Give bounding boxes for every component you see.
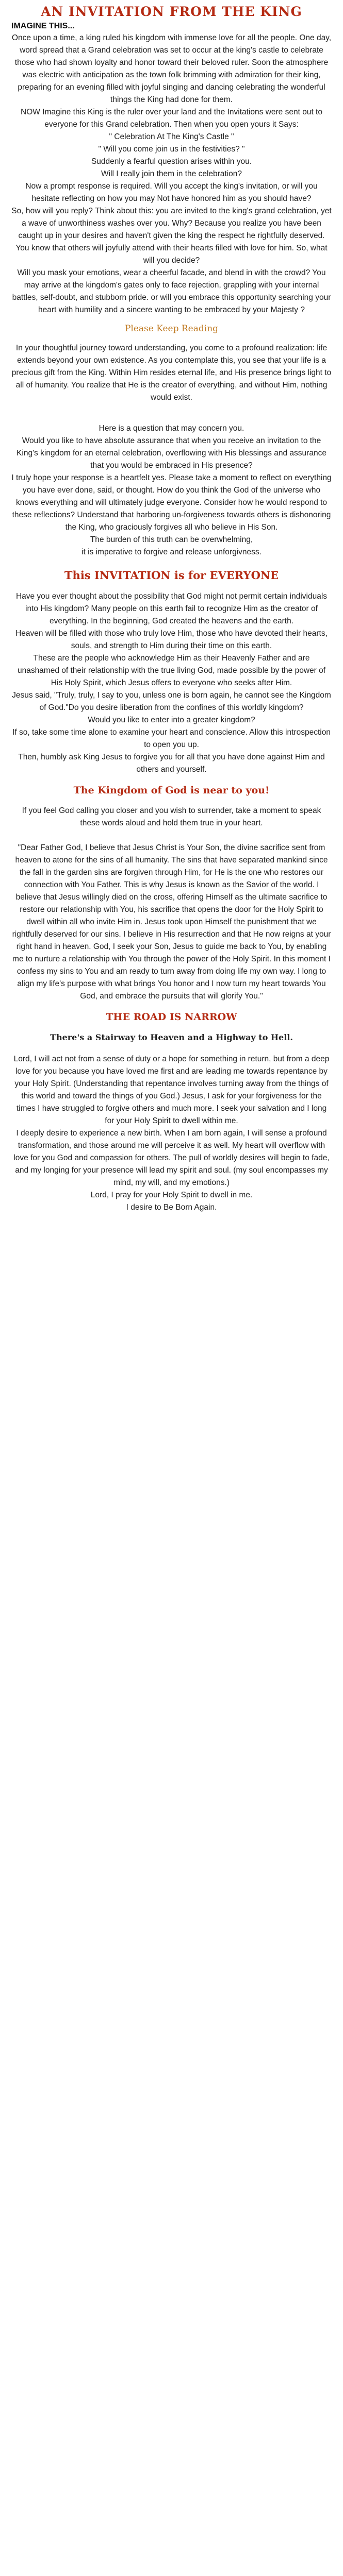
everyone-section bbox=[11, 590, 332, 776]
page bbox=[0, 0, 343, 1224]
spacer bbox=[11, 404, 332, 416]
spacer bbox=[11, 829, 332, 842]
question-section bbox=[11, 422, 332, 558]
everyone-paragraph: Heaven will be filled with those who truly love Him, those who have devoted their hearts, souls, and strength to Him during their time on this earth. bbox=[15, 629, 328, 650]
road-paragraph: I desire to Be Born Again. bbox=[126, 1203, 217, 1212]
question-paragraph: it is imperative to forgive and release unforgivness. bbox=[81, 548, 262, 556]
journey-paragraph: In your thoughtful journey toward understanding, you come to a profound realization: life extends beyond your own existence. As you contemplate this, you see that your life is a precious gift from the King. Within Him resides eternal life, and His presence brings light to all of humanity. You realize that He is the creator of everything, and without Him, nothing would exist. bbox=[11, 344, 332, 402]
everyone-paragraph: These are the people who acknowledge Him as their Heavenly Father and are unashamed of their relationship with the true living God, made possible by the power of His Holy Spirit, which Jesus offers to everyone who seeks after Him. bbox=[17, 654, 326, 687]
prayer-intro: If you feel God calling you closer and you wish to surrender, take a moment to speak these words aloud and hold them true in your heart. bbox=[22, 806, 321, 827]
everyone-paragraph: Have you ever thought about the possibility that God might not permit certain individuals into His kingdom? Many people on this earth fail to recognize Him as the creator of everything. In the beginning, God created the heavens and the earth. bbox=[15, 592, 328, 625]
heading-kingdom-near: The Kingdom of God is near to you! bbox=[73, 785, 270, 796]
road-subheading: There's a Stairway to Heaven and a Highway to Hell. bbox=[50, 1032, 293, 1042]
spacer bbox=[11, 416, 332, 422]
intro-section bbox=[11, 32, 332, 316]
intro-paragraph: Once upon a time, a king ruled his kingdom with immense love for all the people. One day, word spread that a Grand celebration was set to occur at the king's castle to celebrate those who had shown loyalty and honor toward their beloved ruler. Soon the atmosphere was electric with anticipation as the town folk brimming with admiration for their king, preparing for an evening filled with joyful singing and dancing celebrating the wonderful things the King had done for them. bbox=[11, 33, 332, 104]
question-paragraph: The burden of this truth can be overwhelming, bbox=[90, 535, 253, 544]
intro-paragraph: So, how will you reply? Think about this: you are invited to the king's grand celebration, yet a wave of unworthiness washes over you. Why? Because you realize you have been caught up in your desires and haven't given the king the respect he rightfully deserved. You know that others will joyfully attend with their hearts filled with love for him. So, what will you decide? bbox=[11, 207, 332, 265]
road-section bbox=[11, 1053, 332, 1214]
intro-paragraph: Will I really join them in the celebration? bbox=[101, 170, 242, 178]
prayer-section bbox=[11, 805, 332, 1003]
page-title: AN INVITATION FROM THE KING bbox=[41, 4, 302, 19]
intro-paragraph: Now a prompt response is required. Will you accept the king's invitation, or will you hesitate reflecting on how you may Not have honored him as you should have? bbox=[25, 182, 318, 203]
road-paragraph: Lord, I pray for your Holy Spirit to dwell in me. bbox=[90, 1191, 253, 1199]
road-paragraph: Lord, I will act not from a sense of duty or a hope for something in return, but from a deep love for you because you have loved me first and are leading me towards repentance by your Holy Spirit. (Understanding that repentance involves turning away from the things of this world and toward the things of you God.) Jesus, I ask for your forgiveness for the times I have struggled to forgive others and much more. I seek your salvation and I long for your Holy Spirit to dwell within me. bbox=[13, 1055, 330, 1125]
question-paragraph: I truly hope your response is a heartfelt yes. Please take a moment to reflect on everything you have ever done, said, or thought. How do you think the God of the universe who knows everything and will ultimately judge everyone. Consider how he would respond to these reflections? Understand that harboring un-forgiveness towards others is dishonoring the King, who graciously forgives all who believe in His Son. bbox=[11, 473, 332, 532]
heading-everyone: This INVITATION is for EVERYONE bbox=[64, 569, 279, 582]
imagine-label: IMAGINE THIS... bbox=[11, 22, 75, 30]
keep-reading-label: Please Keep Reading bbox=[124, 324, 219, 334]
everyone-paragraph: Would you like to enter into a greater kingdom? bbox=[88, 716, 255, 724]
heading-road-narrow: THE ROAD IS NARROW bbox=[106, 1011, 237, 1023]
intro-paragraph: Suddenly a fearful question arises within you. bbox=[91, 157, 252, 166]
intro-paragraph: NOW Imagine this King is the ruler over your land and the Invitations were sent out to everyone for this Grand celebration. Then when you open yours it Says: bbox=[21, 108, 322, 129]
question-paragraph: Would you like to have absolute assurance that when you receive an invitation to the King's kingdom for an eternal celebration, overflowing with His blessings and assurance that you would be embraced in His presence? bbox=[17, 436, 326, 470]
prayer-text: "Dear Father God, I believe that Jesus Christ is Your Son, the divine sacrifice sent from heaven to atone for the sins of all humanity. The sins that have separated mankind since the fall in the garden sins are forgiven through Him, for He is the one who restores our connection with You Father. This is why Jesus is known as the Savior of the world. I believe that Jesus willingly died on the cross, offering Himself as the ultimate sacrifice to restore our relationship with You, his sacrifice that opens the door for the Holy Spirit to dwell within all who invite Him in. Jesus took upon Himself the punishment that we rightfully deserved for our sins. I believe in His resurrection and that He now reigns at your right hand in heaven. God, I seek your Son, Jesus to guide me back to You, by enabling me to nurture a relationship with You through the power of the Holy Spirit. In this moment I confess my sins to You and am ready to turn away from doing life my own way. I long to align my life's purpose with what brings You honor and I now turn my heart towards You God, and embrace the pursuits that will glorify You." bbox=[12, 843, 331, 1001]
journey-section bbox=[11, 342, 332, 404]
question-paragraph: Here is a question that may concern you. bbox=[99, 424, 244, 433]
everyone-paragraph: Then, humbly ask King Jesus to forgive you for all that you have done against Him and others and yourself. bbox=[18, 753, 325, 774]
invitation-line: " Celebration At The King's Castle " bbox=[109, 132, 234, 141]
road-paragraph: I deeply desire to experience a new birth. When I am born again, I will sense a profound transformation, and those around me will perceive it as well. My heart will overflow with love for you God and compassion for others. The pull of worldly desires will begin to fade, and my longing for your presence will lead my spirit and soul. (my soul encompasses my mind, my will, and my emotions.) bbox=[13, 1129, 330, 1187]
invitation-line: " Will you come join us in the festivities? " bbox=[98, 145, 245, 154]
everyone-paragraph: Jesus said, "Truly, truly, I say to you, unless one is born again, he cannot see the Kingdom of God."Do you desire liberation from the confines of this worldly kingdom? bbox=[12, 691, 331, 712]
intro-paragraph: Will you mask your emotions, wear a cheerful facade, and blend in with the crowd? You may arrive at the kingdom's gates only to face rejection, grappling with your internal battles, self-doubt, and stubborn pride. or will you embrace this opportunity searching your heart with humility and a sincere wanting to be embraced by your Majesty ? bbox=[12, 268, 331, 314]
everyone-paragraph: If so, take some time alone to examine your heart and conscience. Allow this introspection to open you up. bbox=[12, 728, 331, 749]
